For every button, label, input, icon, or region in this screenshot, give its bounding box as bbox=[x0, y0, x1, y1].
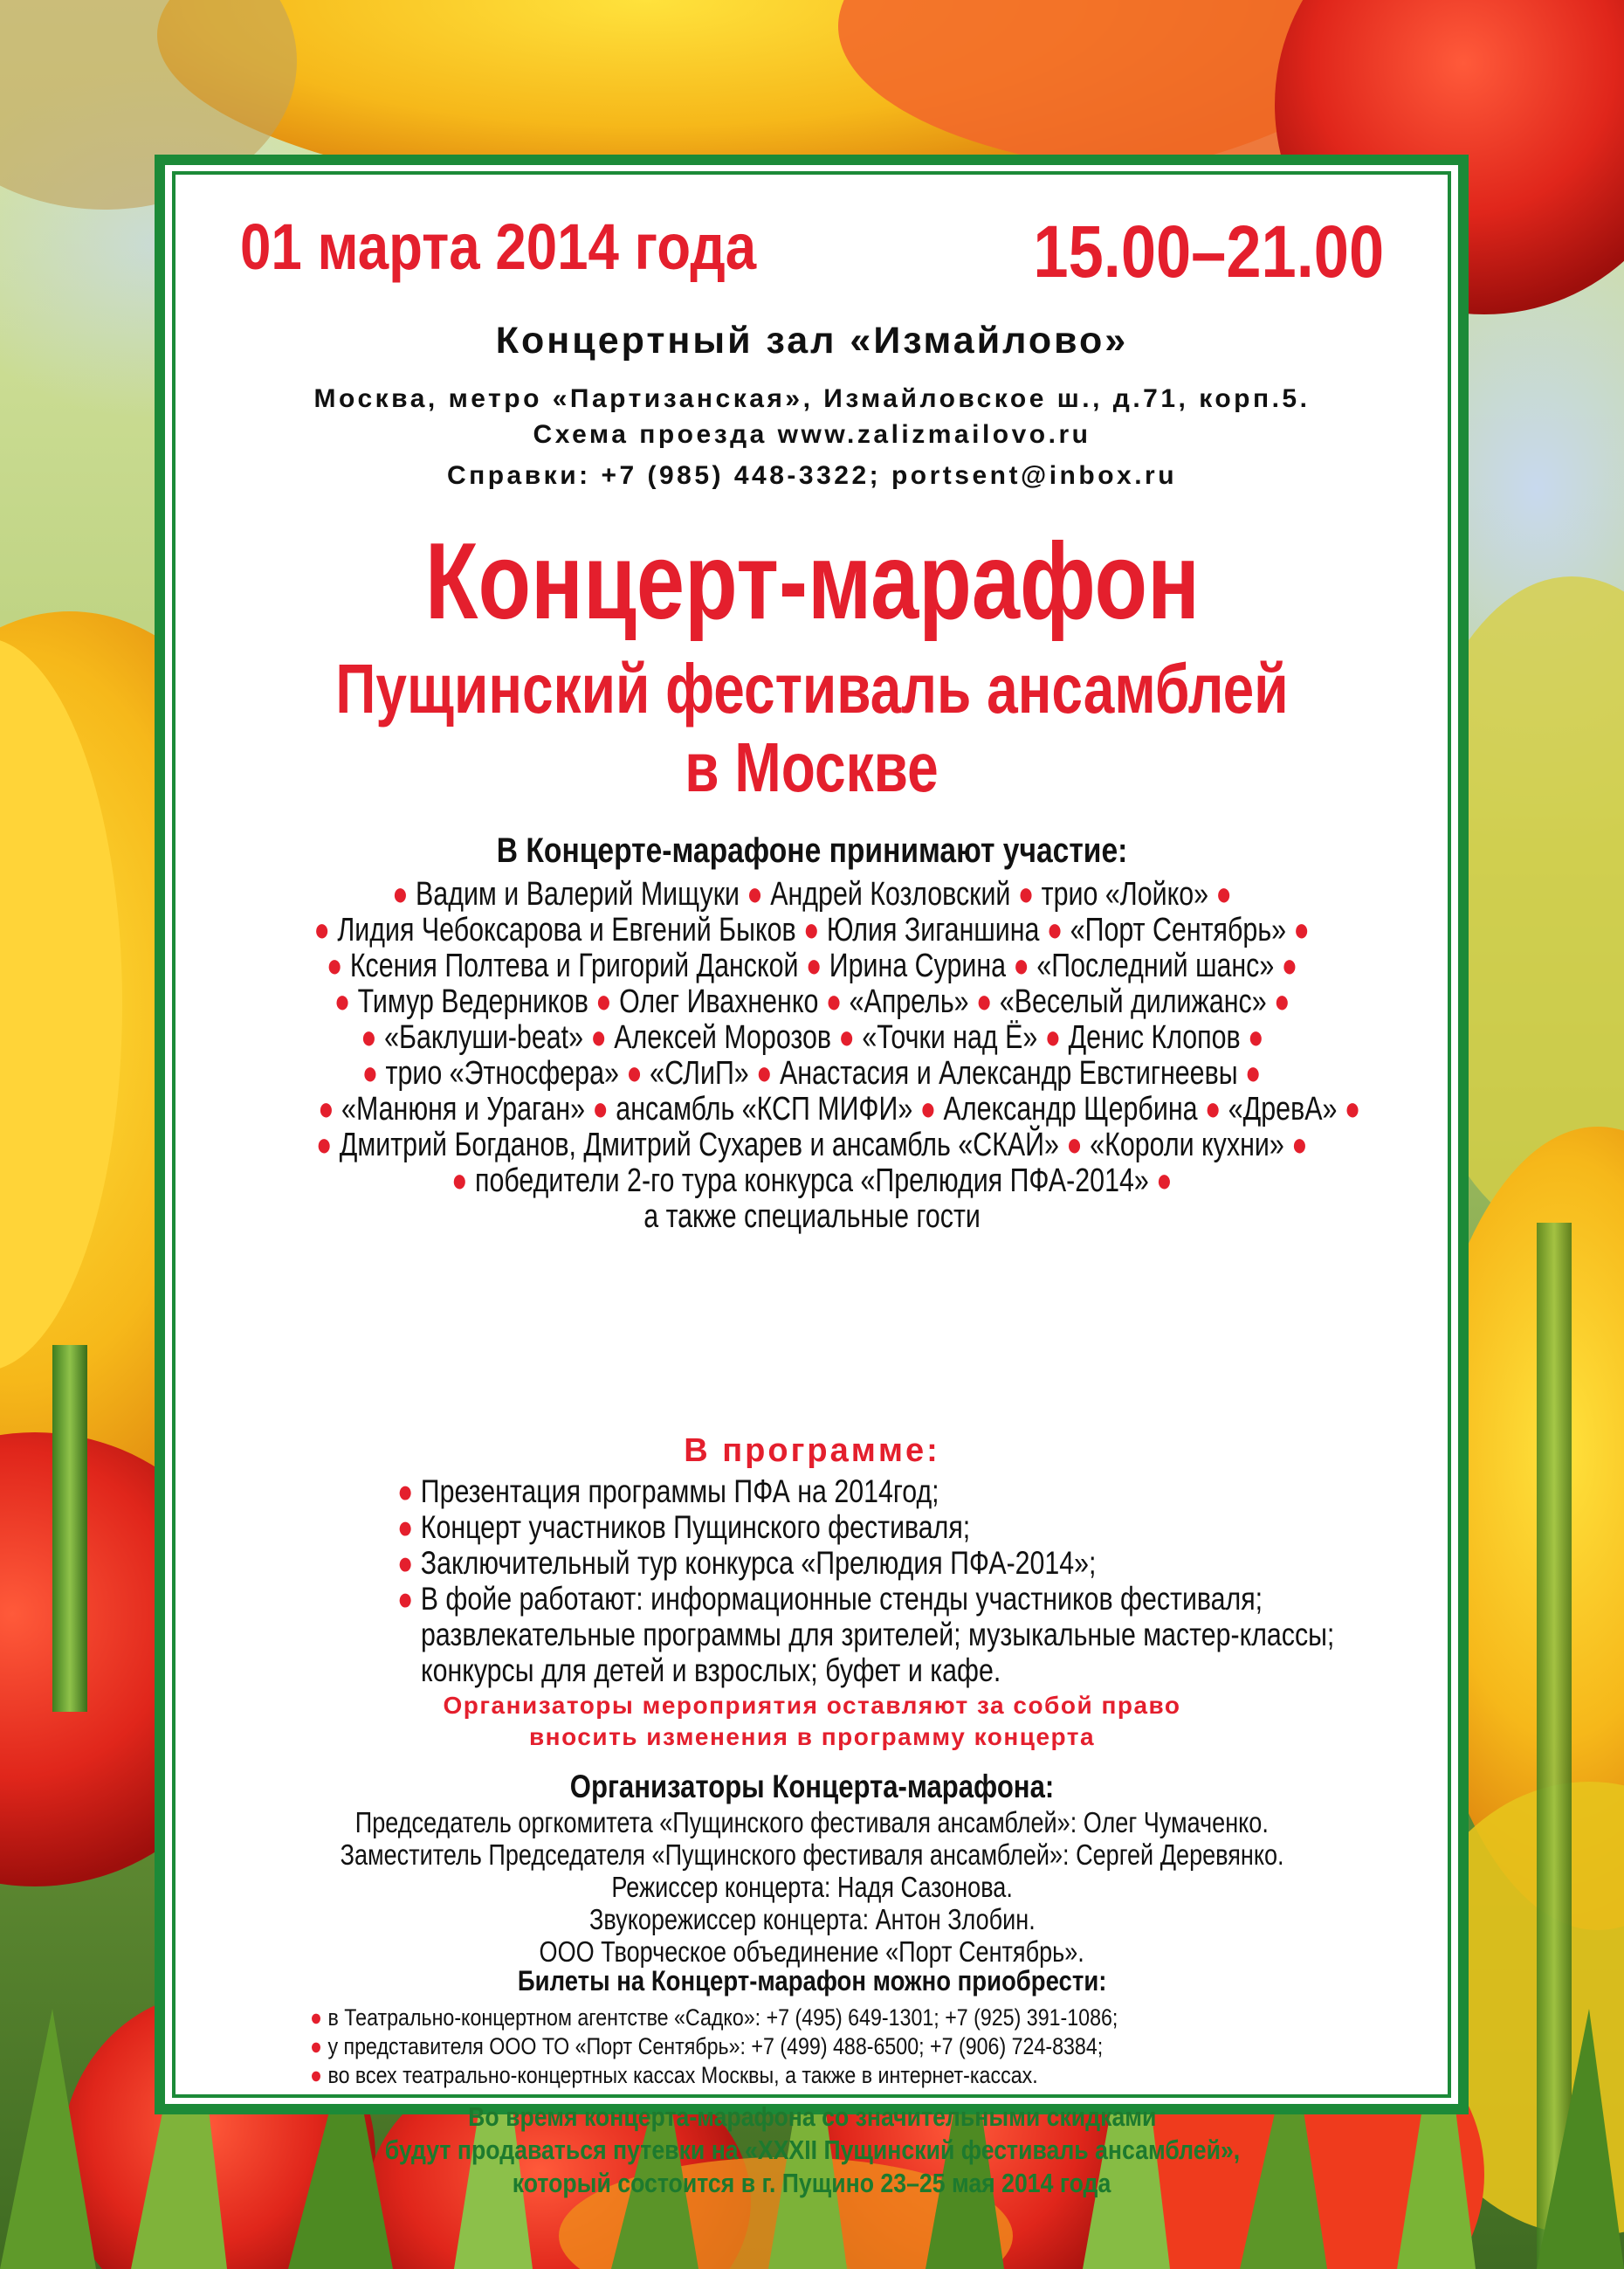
bullet-icon: ● bbox=[805, 948, 822, 984]
tickets-heading: Билеты на Концерт-марафон можно приобрести: bbox=[517, 1965, 1107, 1997]
participants-line: ● победители 2-го тура конкурса «Прелюдия ПФА-2014» ● bbox=[451, 1162, 1173, 1199]
program-list bbox=[397, 1473, 1428, 1688]
program-item-continuation: развлекательные программы для зрителей; музыкальные мастер-классы; bbox=[421, 1617, 1335, 1652]
announcement-line: будут продаваться путевки на «XXXII Пущинский фестиваль ансамблей», bbox=[384, 2135, 1240, 2165]
tickets-list bbox=[310, 2003, 1384, 2090]
bullet-icon: ● bbox=[1281, 948, 1298, 984]
participants-line: ● Ксения Полтева и Григорий Данской ● Ирина Сурина ● «Последний шанс» ● bbox=[326, 948, 1298, 984]
bullet-icon: ● bbox=[919, 1091, 937, 1128]
subtitle-line: Пущинский фестиваль ансамблей bbox=[335, 650, 1289, 728]
bullet-icon: ● bbox=[316, 1127, 333, 1163]
organizers-list bbox=[188, 1806, 1436, 1968]
bullet-icon: ● bbox=[1156, 1162, 1173, 1199]
participants-line: ● трио «Этносфера» ● «СЛиП» ● Анастасия и Александр Евстигнеевы ● bbox=[362, 1055, 1262, 1092]
ticket-outlet: ● во всех театрально-концертных кассах Москвы, а также в интернет-кассах. bbox=[310, 2062, 1038, 2088]
festival-announcement bbox=[188, 2100, 1436, 2200]
bullet-icon: ● bbox=[1247, 1019, 1264, 1056]
participants-line: ● «Манюня и Ураган» ● ансамбль «КСП МИФИ» ● Александр Щербина ● «ДревА» ● bbox=[318, 1091, 1361, 1128]
participants-list bbox=[188, 877, 1436, 1235]
announcement-line: который состоится в г. Пущино 23–25 мая 2014 года bbox=[513, 2168, 1111, 2198]
bullet-icon: ● bbox=[310, 2062, 323, 2088]
bullet-icon: ● bbox=[592, 1091, 609, 1128]
ticket-outlet: ● у представителя ООО ТО «Порт Сентябрь»: +7 (499) 488-6500; +7 (906) 724-8384; bbox=[310, 2033, 1104, 2059]
bullet-icon: ● bbox=[1066, 1127, 1083, 1163]
bullet-icon: ● bbox=[1273, 983, 1290, 1020]
program-item-continuation: конкурсы для детей и взрослых; буфет и кафе. bbox=[421, 1652, 1001, 1688]
bullet-icon: ● bbox=[310, 2004, 323, 2031]
announcement-line: Во время концерта-марафона со значительными скидками bbox=[467, 2101, 1157, 2132]
bullet-icon: ● bbox=[975, 983, 993, 1020]
participants-line: ● Вадим и Валерий Мищуки ● Андрей Козловский ● трио «Лойко» ● bbox=[392, 876, 1232, 913]
program-change-note: Организаторы мероприятия оставляют за собой право bbox=[443, 1692, 1181, 1719]
participants-line: ● Тимур Ведерников ● Олег Ивахненко ● «Апрель» ● «Веселый дилижанс» ● bbox=[334, 983, 1290, 1020]
bullet-icon: ● bbox=[1293, 912, 1311, 948]
participants-line: ● Лидия Чебоксарова и Евгений Быков ● Юлия Зиганшина ● «Порт Сентябрь» ● bbox=[313, 912, 1311, 948]
bullet-icon: ● bbox=[803, 912, 820, 948]
program-change-note: вносить изменения в программу концерта bbox=[528, 1723, 1096, 1750]
bullet-icon: ● bbox=[1215, 876, 1232, 913]
organizer-line: Режиссер концерта: Надя Сазонова. bbox=[611, 1871, 1013, 1903]
organizer-line: Звукорежиссер концерта: Антон Злобин. bbox=[588, 1903, 1036, 1935]
date-time-line bbox=[240, 210, 1384, 297]
bullet-icon: ● bbox=[825, 983, 843, 1020]
poster-title: Концерт-марафон bbox=[424, 521, 1200, 642]
subtitle-line: в Москве bbox=[685, 728, 939, 806]
bullet-icon: ● bbox=[313, 912, 331, 948]
bullet-icon: ● bbox=[397, 1473, 414, 1509]
program-item-foyer: ● В фойе работают: информационные стенды участников фестиваля; bbox=[397, 1581, 1263, 1617]
poster-content bbox=[188, 175, 1436, 2198]
bullet-icon: ● bbox=[1047, 912, 1063, 948]
bullet-icon: ● bbox=[1044, 1019, 1061, 1056]
organizer-line: Заместитель Председателя «Пущинского фестиваля ансамблей»: Сергей Деревянко. bbox=[340, 1838, 1284, 1871]
event-date: 01 марта 2014 года bbox=[240, 210, 757, 283]
program-item: ● Заключительный тур конкурса «Прелюдия ПФА-2014»; bbox=[397, 1545, 1097, 1581]
bullet-icon: ● bbox=[1344, 1091, 1361, 1128]
bullet-icon: ● bbox=[334, 983, 351, 1020]
bullet-icon: ● bbox=[360, 1019, 377, 1056]
bullet-icon: ● bbox=[756, 1055, 773, 1092]
bullet-icon: ● bbox=[318, 1091, 334, 1128]
bullet-icon: ● bbox=[590, 1019, 607, 1056]
bullet-icon: ● bbox=[1245, 1055, 1262, 1092]
participants-line: ● «Баклуши-beat» ● Алексей Морозов ● «Точки над Ё» ● Денис Клопов ● bbox=[360, 1019, 1264, 1056]
venue-address: Москва, метро «Партизанская», Измайловское ш., д.71, корп.5. bbox=[313, 384, 1311, 413]
bullet-icon: ● bbox=[747, 876, 763, 913]
venue-name: Концертный зал «Измайлово» bbox=[495, 320, 1129, 362]
program-heading: В программе: bbox=[684, 1432, 940, 1469]
bullet-icon: ● bbox=[392, 876, 409, 913]
foyer-label: В фойе работают: bbox=[420, 1581, 643, 1617]
bullet-icon: ● bbox=[1013, 948, 1029, 984]
bullet-icon: ● bbox=[310, 2033, 323, 2059]
bullet-icon: ● bbox=[1204, 1091, 1221, 1128]
organizer-line: Председатель оргкомитета «Пущинского фестиваля ансамблей»: Олег Чумаченко. bbox=[354, 1806, 1270, 1838]
bullet-icon: ● bbox=[451, 1162, 468, 1199]
participants-heading: В Концерте-марафоне принимают участие: bbox=[496, 831, 1128, 870]
bullet-icon: ● bbox=[397, 1581, 414, 1617]
event-time: 15.00–21.00 bbox=[1033, 210, 1384, 293]
bullet-icon: ● bbox=[397, 1545, 414, 1581]
program-item: ● Презентация программы ПФА на 2014год; bbox=[397, 1473, 939, 1509]
program-item: ● Концерт участников Пущинского фестиваля; bbox=[397, 1509, 971, 1545]
participants-closing: а также специальные гости bbox=[643, 1198, 981, 1235]
bullet-icon: ● bbox=[362, 1055, 379, 1092]
participants-line: ● Дмитрий Богданов, Дмитрий Сухарев и ансамбль «СКАЙ» ● «Короли кухни» ● bbox=[316, 1127, 1308, 1163]
organizer-line: ООО Творческое объединение «Порт Сентябрь». bbox=[539, 1935, 1085, 1968]
ticket-outlet: ● в Театрально-концертном агентстве «Садко»: +7 (495) 649-1301; +7 (925) 391-1086; bbox=[310, 2004, 1118, 2031]
contact-info: Справки: +7 (985) 448-3322; portsent@inbox.ru bbox=[446, 461, 1178, 490]
bullet-icon: ● bbox=[626, 1055, 643, 1092]
bullet-icon: ● bbox=[838, 1019, 855, 1056]
bullet-icon: ● bbox=[595, 983, 612, 1020]
bullet-icon: ● bbox=[1017, 876, 1035, 913]
bullet-icon: ● bbox=[1291, 1127, 1308, 1163]
directions-link: Схема проезда www.zalizmailovo.ru bbox=[533, 420, 1091, 449]
organizers-heading: Организаторы Концерта-марафона: bbox=[569, 1769, 1055, 1804]
bullet-icon: ● bbox=[326, 948, 343, 984]
bullet-icon: ● bbox=[397, 1509, 414, 1545]
